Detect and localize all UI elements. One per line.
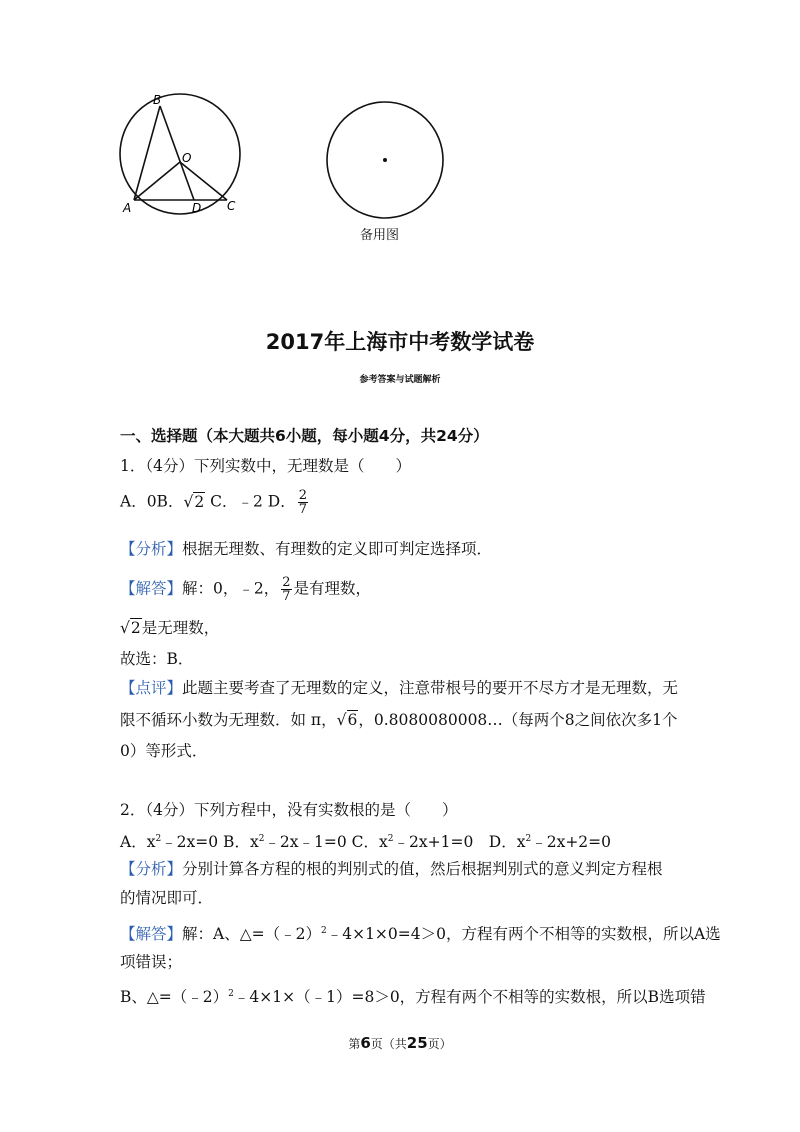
segment-ao [134,162,180,200]
q1-option-ab: A．0B． [120,492,184,511]
sqrt2-expression: √2 [120,619,141,637]
q2-answer-1: 【解答】解：A、△=（﹣2）$^2$﹣4×1×0=4＞0，方程有两个不相等的实数根，所以A选 [120,925,721,943]
q2-options: A．$x^2﹣2x=0$ B．$x^2﹣2x﹣1=0$ C．$x^2﹣2x+1=0$ D．$x^2﹣2x+2=0$ [120,833,612,851]
label-d: D [192,201,202,215]
q2-analysis-2: 的情况即可． [120,889,214,907]
page-number: 6 [360,1034,371,1052]
q1-choice: 故选：B． [120,650,194,668]
page-total: 25 [406,1034,428,1052]
label-b: B [153,93,162,107]
label-a: A [123,201,132,215]
q1-option-cd: C．﹣2 D． [205,492,296,511]
geometry-figure-left [112,92,252,222]
q2-analysis-1: 【分析】分别计算各方程的根的判别式的值，然后根据判别式的意义判定方程根 [120,860,663,878]
fraction-2-7: $\frac{2}{7}$ [282,575,291,604]
section-heading: 一、选择题（本大题共6小题，每小题4分，共24分） [120,427,489,445]
fraction-2-7: $\frac{2}{7}$ [298,488,308,517]
q1-sqrt-line: √2是无理数， [120,619,220,637]
q1-comment-1: 【点评】此题主要考查了无理数的定义，注意带根号的要开不尽方才是无理数，无 [120,679,679,697]
page-title: 2017年上海市中考数学试卷 [265,330,535,354]
q1-analysis: 【分析】根据无理数、有理数的定义即可判定选择项． [120,540,493,558]
sqrt2-expression: √2 [183,492,205,511]
page-subtitle: 参考答案与试题解析 [359,375,441,385]
analysis-tag: 【分析】 [120,540,183,558]
segment-ab [134,106,160,200]
q2-stem: 2．（4分）下列方程中，没有实数根的是（ ） [120,801,458,819]
center-dot [383,158,387,162]
answer-tag: 【解答】 [120,925,183,943]
label-o: O [182,151,192,165]
q2-answer-2: 项错误； [120,953,183,971]
q1-stem: 1．（4分）下列实数中，无理数是（ ） [120,457,411,475]
q1-options [120,489,310,516]
q1-comment-2: 限不循环小数为无理数．如 π，√6，0.8080080008…（每两个8之间依次多1个 [120,711,678,729]
label-c: C [227,199,236,213]
q1-comment-3: 0）等形式． [120,742,208,760]
spare-figure-caption: 备用图 [360,228,400,243]
q2-answer-3: B、△=（﹣2）$^2$﹣4×1×（﹣1）=8＞0，方程有两个不相等的实数根，所以B选项错 [120,988,706,1006]
q1-answer: 【解答】解：0，﹣2， $\frac{2}{7}$ 是有理数， [120,575,372,604]
comment-tag: 【点评】 [120,679,183,697]
answer-tag: 【解答】 [120,579,183,598]
sqrt6-expression: √6 [336,711,358,729]
page-footer: 第6页（共25页） [348,1034,452,1052]
geometry-figure-right [322,100,452,220]
analysis-tag: 【分析】 [120,860,183,878]
